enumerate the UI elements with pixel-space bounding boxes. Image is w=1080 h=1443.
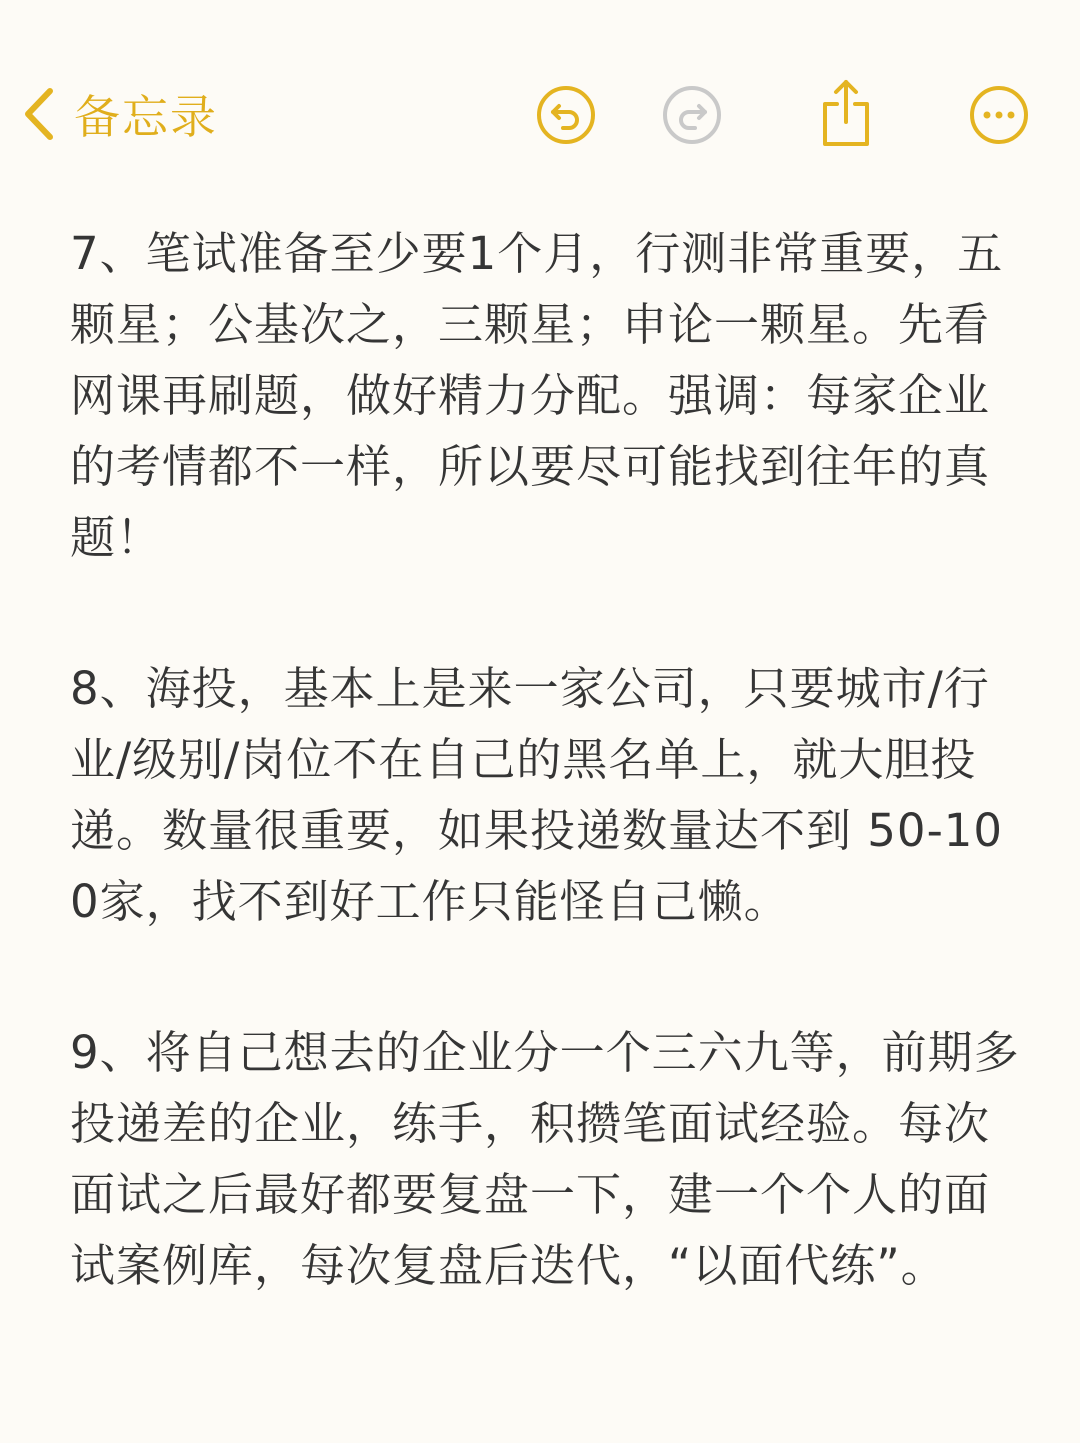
note-paragraph-9: 9、将自己想去的企业分一个三六九等，前期多投递差的企业，练手，积攒笔面试经验。每次面试之后最好都要复盘一下，建一个个人的面试案例库，每次复盘后迭代，“以面代练”。 xyxy=(70,1026,1020,1292)
note-paragraph-7: 7、笔试准备至少要1个月，行测非常重要，五颗星；公基次之，三颗星；申论一颗星。先看网课再刷题，做好精力分配。强调：每家企业的考情都不一样，所以要尽可能找到往年的真题！ xyxy=(70,227,1004,564)
more-icon xyxy=(968,84,1030,146)
redo-icon xyxy=(661,84,723,146)
share-button[interactable] xyxy=(815,78,877,148)
share-icon xyxy=(815,78,877,148)
note-paragraph-8: 8、海投，基本上是来一家公司，只要城市/行业/级别/岗位不在自己的黑名单上，就大胆投递。数量很重要，如果投递数量达不到 50-100家，找不到好工作只能怪自己懒。 xyxy=(70,662,1004,928)
chevron-left-icon xyxy=(22,87,56,141)
undo-button[interactable] xyxy=(535,84,597,146)
redo-button[interactable] xyxy=(661,84,723,146)
top-toolbar xyxy=(0,0,1080,200)
note-body[interactable] xyxy=(70,218,1030,1381)
back-label: 备忘录 xyxy=(74,90,218,144)
undo-icon xyxy=(535,84,597,146)
more-button[interactable] xyxy=(968,84,1030,146)
back-button[interactable] xyxy=(22,84,218,144)
